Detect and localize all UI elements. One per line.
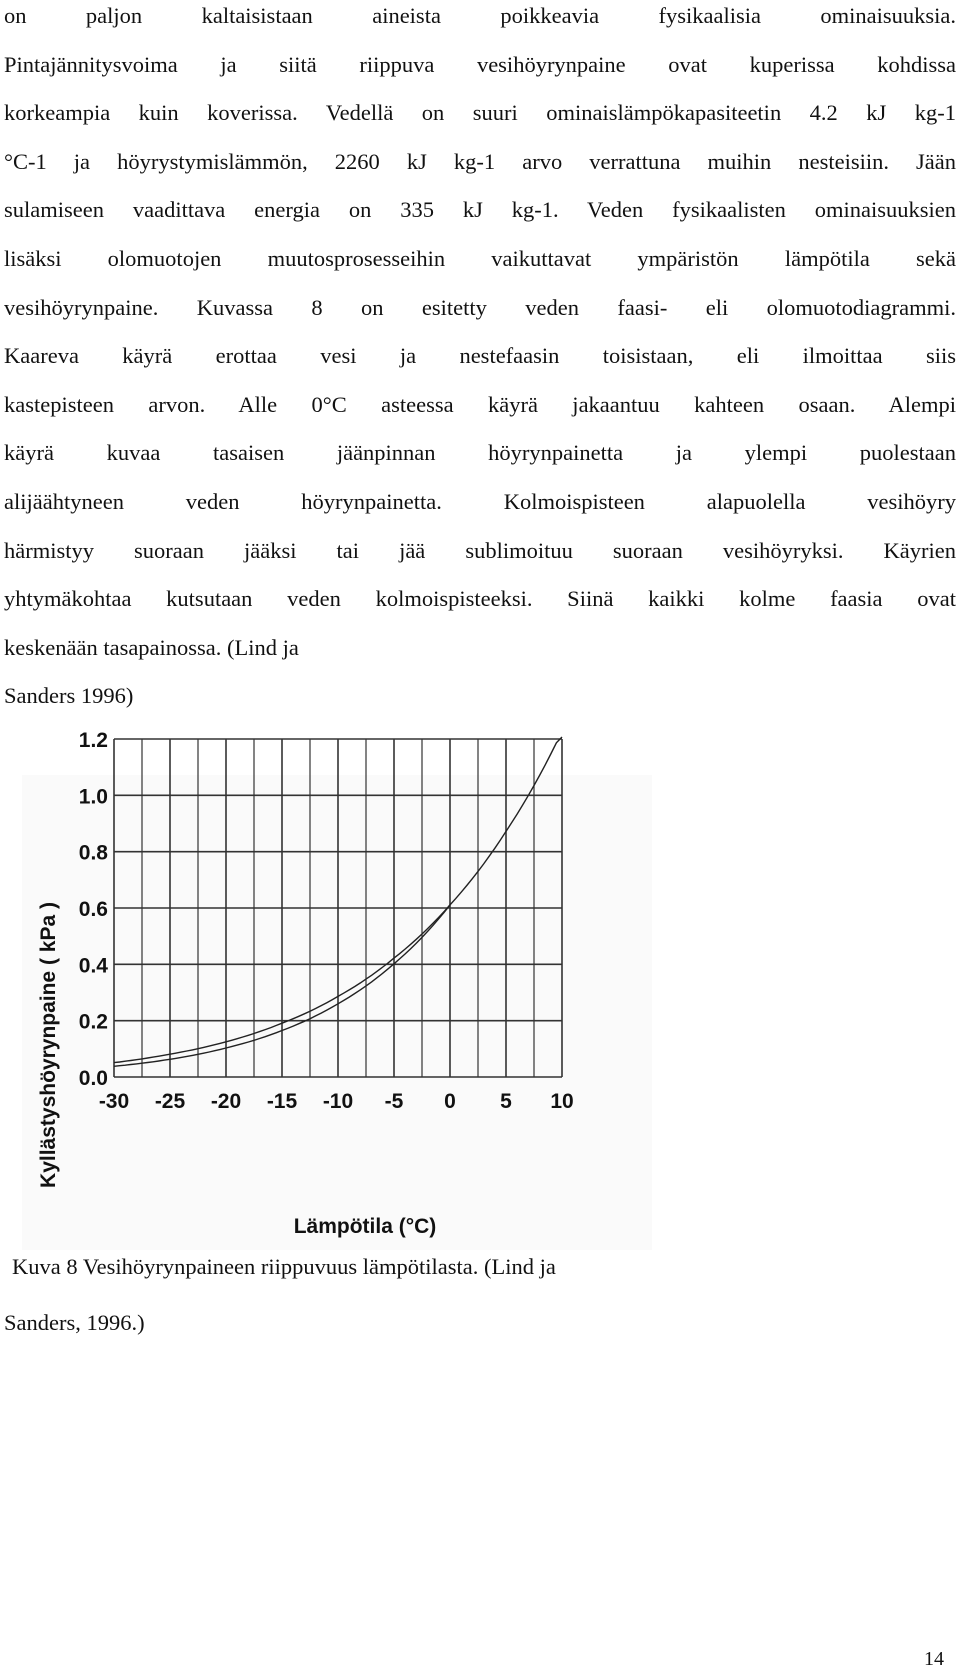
y-tick-label: 0.6 (78, 898, 108, 921)
chart-background (22, 775, 652, 1250)
body-line: korkeampia kuin koverissa. Vedellä on suuri ominaislämpökapasiteetin 4.2 kJ kg-1 (4, 100, 956, 126)
body-line: on paljon kaltaisistaan aineista poikkeavia fysikaalisia ominaisuuksia. (4, 3, 956, 28)
y-axis-label: Kyllästyshöyrynpaine ( kPa ) (37, 902, 60, 1188)
x-tick-label: -30 (98, 1090, 130, 1113)
y-tick-label: 1.2 (78, 729, 108, 752)
body-line: vesihöyrynpaine. Kuvassa 8 on esitetty veden faasi- eli olomuotodiagrammi. (4, 294, 956, 320)
body-line: Pintajännitysvoima ja siitä riippuva vesihöyrynpaine ovat kuperissa kohdissa (4, 51, 956, 77)
body-line: Kaareva käyrä erottaa vesi ja nestefaasin toisistaan, eli ilmoittaa siis (4, 343, 956, 369)
body-line: käyrä kuvaa tasaisen jäänpinnan höyrynpainetta ja ylempi puolestaan (4, 440, 956, 466)
y-tick-label: 0.0 (78, 1067, 108, 1090)
x-tick-label: -20 (210, 1090, 242, 1113)
body-line: °C-1 ja höyrystymislämmön, 2260 kJ kg-1 arvo verrattuna muihin nesteisiin. Jään (4, 148, 956, 174)
y-tick-label: 0.4 (78, 954, 108, 978)
vapor-pressure-chart (22, 729, 652, 1250)
body-line: lisäksi olomuotojen muutosprosesseihin vaikuttavat ympäristön lämpötila sekä (4, 245, 956, 271)
body-line: alijäähtyneen veden höyrynpainetta. Kolmoispisteen alapuolella vesihöyry (4, 488, 956, 514)
body-line: kastepisteen arvon. Alle 0°C asteessa käyrä jakaantuu kahteen osaan. Alempi (4, 391, 956, 417)
y-tick-label: 0.8 (78, 841, 108, 865)
x-tick-label: -15 (266, 1090, 298, 1113)
body-line: sulamiseen vaadittava energia on 335 kJ kg-1. Veden fysikaalisten ominaisuuksien (4, 197, 956, 223)
body-line: Sanders 1996) (4, 683, 134, 709)
page-number: 14 (924, 1648, 944, 1670)
figure-caption-continued: Sanders, 1996.) (4, 1310, 145, 1335)
y-tick-label: 1.0 (78, 785, 108, 809)
x-axis-label: Lämpötila (°C) (293, 1215, 437, 1238)
x-tick-label: 5 (500, 1090, 512, 1113)
y-tick-label: 0.2 (78, 1010, 108, 1034)
body-line: keskenään tasapainossa. (Lind ja (4, 634, 299, 660)
x-tick-label: -5 (384, 1090, 404, 1113)
x-tick-label: 0 (444, 1090, 456, 1113)
body-paragraph (4, 0, 956, 721)
body-line: härmistyy suoraan jääksi tai jää sublimoituu suoraan vesihöyryksi. Käyrien (4, 537, 956, 563)
body-line: yhtymäkohtaa kutsutaan veden kolmoispisteeksi. Siinä kaikki kolme faasia ovat (4, 586, 956, 612)
x-tick-label: -10 (322, 1090, 354, 1113)
x-tick-label: -25 (154, 1090, 186, 1113)
figure-caption: Kuva 8 Vesihöyrynpaineen riippuvuus lämpötilasta. (Lind ja (12, 1254, 556, 1279)
x-tick-label: 10 (550, 1090, 574, 1113)
x-tick-labels (99, 1090, 574, 1113)
